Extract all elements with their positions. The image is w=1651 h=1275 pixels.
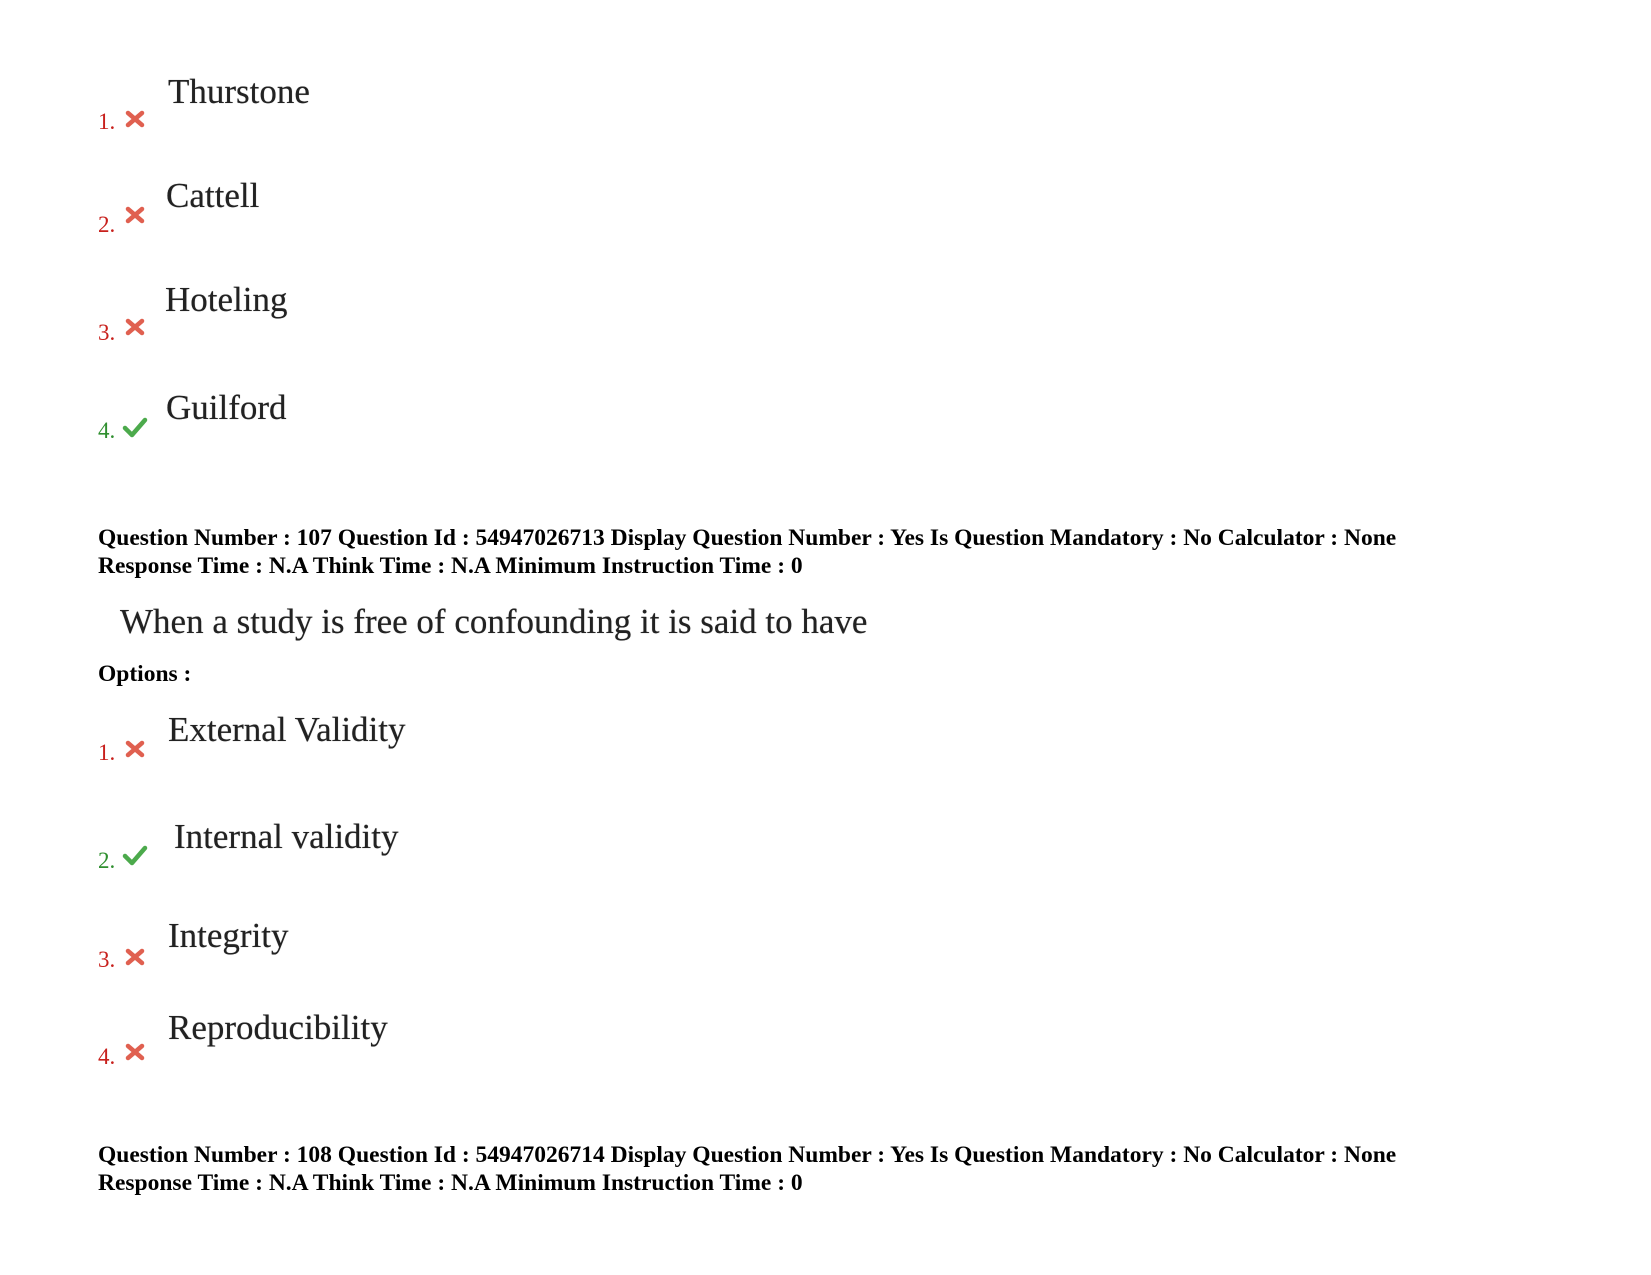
question-meta-line-2: Response Time : N.A Think Time : N.A Minimum Instruction Time : 0 [98, 553, 803, 579]
option-1 [0, 710, 900, 780]
question-108-meta [98, 1141, 1396, 1197]
check-icon [122, 842, 148, 868]
option-text: Integrity [168, 916, 289, 955]
option-number: 2. [98, 848, 116, 873]
check-icon [122, 414, 148, 440]
cross-icon [122, 202, 148, 228]
question-107-meta [98, 524, 1396, 580]
option-number: 4. [98, 418, 116, 443]
option-text: Hoteling [165, 280, 288, 319]
option-number: 3. [98, 320, 116, 345]
cross-icon [122, 106, 148, 132]
option-text: Reproducibility [168, 1008, 388, 1047]
option-number: 4. [98, 1044, 116, 1069]
option-4 [0, 1008, 900, 1078]
option-text: Internal validity [174, 817, 399, 856]
cross-icon [122, 1039, 148, 1065]
cross-icon [122, 314, 148, 340]
option-3 [0, 916, 900, 986]
option-text: Guilford [166, 388, 287, 427]
options-label: Options : [98, 661, 192, 687]
cross-icon [122, 736, 148, 762]
option-4 [0, 388, 900, 458]
option-2 [0, 176, 900, 246]
question-text: When a study is free of confounding it is said to have [120, 602, 868, 641]
option-number: 1. [98, 109, 116, 134]
option-1 [0, 68, 900, 138]
option-number: 2. [98, 212, 116, 237]
option-number: 1. [98, 740, 116, 765]
option-3 [0, 278, 900, 348]
option-2 [0, 817, 900, 887]
option-text: External Validity [168, 710, 406, 749]
question-meta-line-1: Question Number : 108 Question Id : 54947026714 Display Question Number : Yes Is Question Mandatory : No Calculator : None [98, 1142, 1397, 1168]
cross-icon [122, 944, 148, 970]
question-meta-line-2: Response Time : N.A Think Time : N.A Minimum Instruction Time : 0 [98, 1170, 803, 1196]
option-text: Thurstone [168, 72, 310, 111]
option-number: 3. [98, 947, 116, 972]
question-meta-line-1: Question Number : 107 Question Id : 54947026713 Display Question Number : Yes Is Question Mandatory : No Calculator : None [98, 525, 1397, 551]
option-text: Cattell [166, 176, 260, 215]
